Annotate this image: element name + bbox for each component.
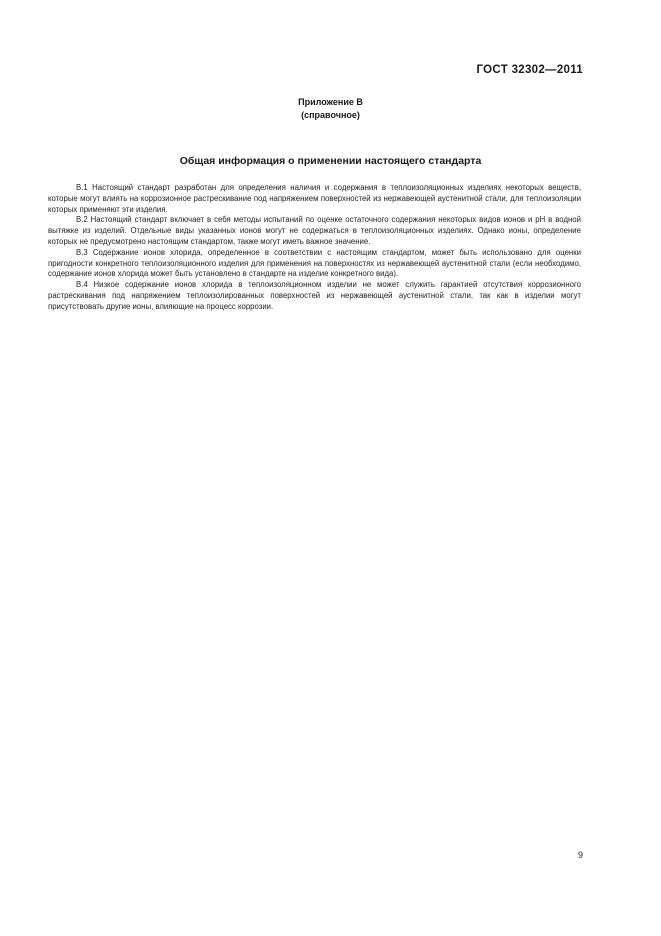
paragraph-b3: В.3 Содержание ионов хлорида, определенное в соответствии с настоящим стандартом, может быть использовано для оценки пригодности конкретного теплоизоляционного изделия для применения на поверхностях из нержавеющей аустенитной стали (если необходимо, содержание ионов хлорида может быть установлено в стандарте на изделие конкретного вида). <box>48 247 581 279</box>
document-body <box>48 183 581 313</box>
standard-number: ГОСТ 32302—2011 <box>476 64 583 76</box>
appendix-note: (справочное) <box>301 110 360 120</box>
page-title: Общая информация о применении настоящего стандарта <box>179 155 482 167</box>
paragraph-b4: В.4 Низкое содержание ионов хлорида в теплоизоляционном изделии не может служить гарантией отсутствия коррозионного растрескивания под напряжением теплоизолированных поверхностей из нержавеющей аустенитной стали, так как в изделии могут присутствовать другие ионы, влияющие на процесс коррозии. <box>48 280 581 311</box>
paragraph-b1: В.1 Настоящий стандарт разработан для определения наличия и содержания в теплоизоляционных изделиях некоторых веществ, которые могут влиять на коррозионное растрескивание под напряжением поверхностей из нержавеющей аустенитной стали, для теплоизоляции которых применяют эти изделия. <box>48 183 581 214</box>
paragraph-b2: В.2 Настоящий стандарт включает в себя методы испытаний по оценке остаточного содержания некоторых видов ионов и pH в водной вытяжке из изделий. Отдельные виды указанных ионов могут не содержаться в теплоизоляционных изделиях. Однако ионы, определение которых не предусмотрено настоящим стандартом, также могут иметь важное значение. <box>48 215 581 246</box>
page-number: 9 <box>577 850 583 860</box>
appendix-title: Приложение В <box>298 97 363 107</box>
appendix-heading <box>0 96 661 122</box>
